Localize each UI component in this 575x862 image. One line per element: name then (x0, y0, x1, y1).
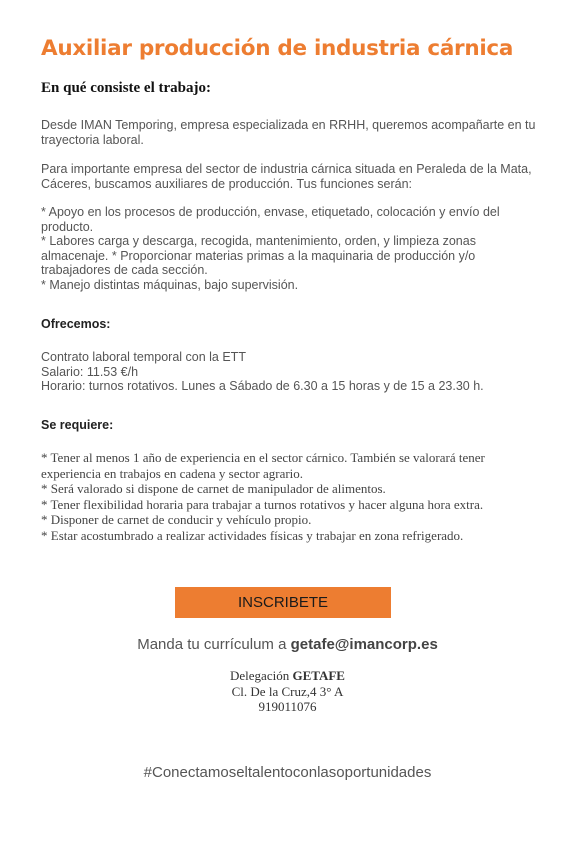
requirement-item: * Tener flexibilidad horaria para trabajar a turnos rotativos y hacer alguna hora extra. (41, 496, 484, 512)
requirements-heading: Se requiere: (41, 418, 114, 432)
job-title: Auxiliar producción de industria cárnica (41, 36, 514, 61)
email-link[interactable]: getafe@imancorp.es (290, 636, 438, 653)
job-description-heading: En qué consiste el trabajo: (41, 80, 211, 96)
send-cv-text: Manda tu currículum a (137, 636, 287, 653)
offer-heading: Ofrecemos: (41, 317, 111, 331)
intro-paragraph: Desde IMAN Temporing, empresa especializada en RRHH, queremos acompañarte en tu trayectoria laboral. (41, 118, 536, 147)
inscribete-button[interactable]: INSCRIBETE (175, 587, 391, 618)
company-description (41, 162, 541, 191)
office-info (0, 668, 575, 715)
requirements-list (41, 450, 531, 544)
requirement-item: * Tener al menos 1 año de experiencia en el sector cárnico. También se valorará tener experiencia en trabajos en cadena y sector agrario. (41, 450, 485, 481)
offer-line: Horario: turnos rotativos. Lunes a Sábado de 6.30 a 15 horas y de 15 a 23.30 h. (41, 379, 484, 393)
job-description (41, 118, 541, 147)
office-phone: 919011076 (258, 699, 317, 714)
requirement-item: * Disponer de carnet de conducir y vehículo propio. (41, 512, 312, 528)
office-title-line (0, 668, 575, 684)
office-name: GETAFE (292, 668, 345, 683)
offer-line: Contrato laboral temporal con la ETT (41, 350, 246, 364)
description-paragraph: Para importante empresa del sector de industria cárnica situada en Peraleda de la Mata, Cáceres, buscamos auxiliares de producción. Tus funciones serán: (41, 162, 532, 191)
offer-list (41, 350, 541, 394)
functions-list (41, 205, 541, 292)
office-address: Cl. De la Cruz,4 3° A (231, 683, 344, 699)
hashtag-text: #Conectamoseltalentoconlasoportunidades (143, 764, 432, 781)
office-label: Delegación (230, 668, 290, 683)
offer-line: Salario: 11.53 €/h (41, 364, 139, 379)
send-cv-line (0, 636, 575, 653)
requirement-item: * Estar acostumbrado a realizar actividades físicas y trabajar en zona refrigerado. (41, 527, 464, 543)
function-item: * Apoyo en los procesos de producción, envase, etiquetado, colocación y envío del producto. (41, 205, 500, 234)
function-item: * Manejo distintas máquinas, bajo supervisión. (41, 277, 299, 292)
requirement-item: * Será valorado si dispone de carnet de manipulador de alimentos. (41, 481, 386, 497)
function-item: * Labores carga y descarga, recogida, mantenimiento, orden, y limpieza zonas almacenaje. * Proporcionar materias primas a la maquinaria de producción y/o trabajadores de cada sección. (41, 234, 476, 277)
